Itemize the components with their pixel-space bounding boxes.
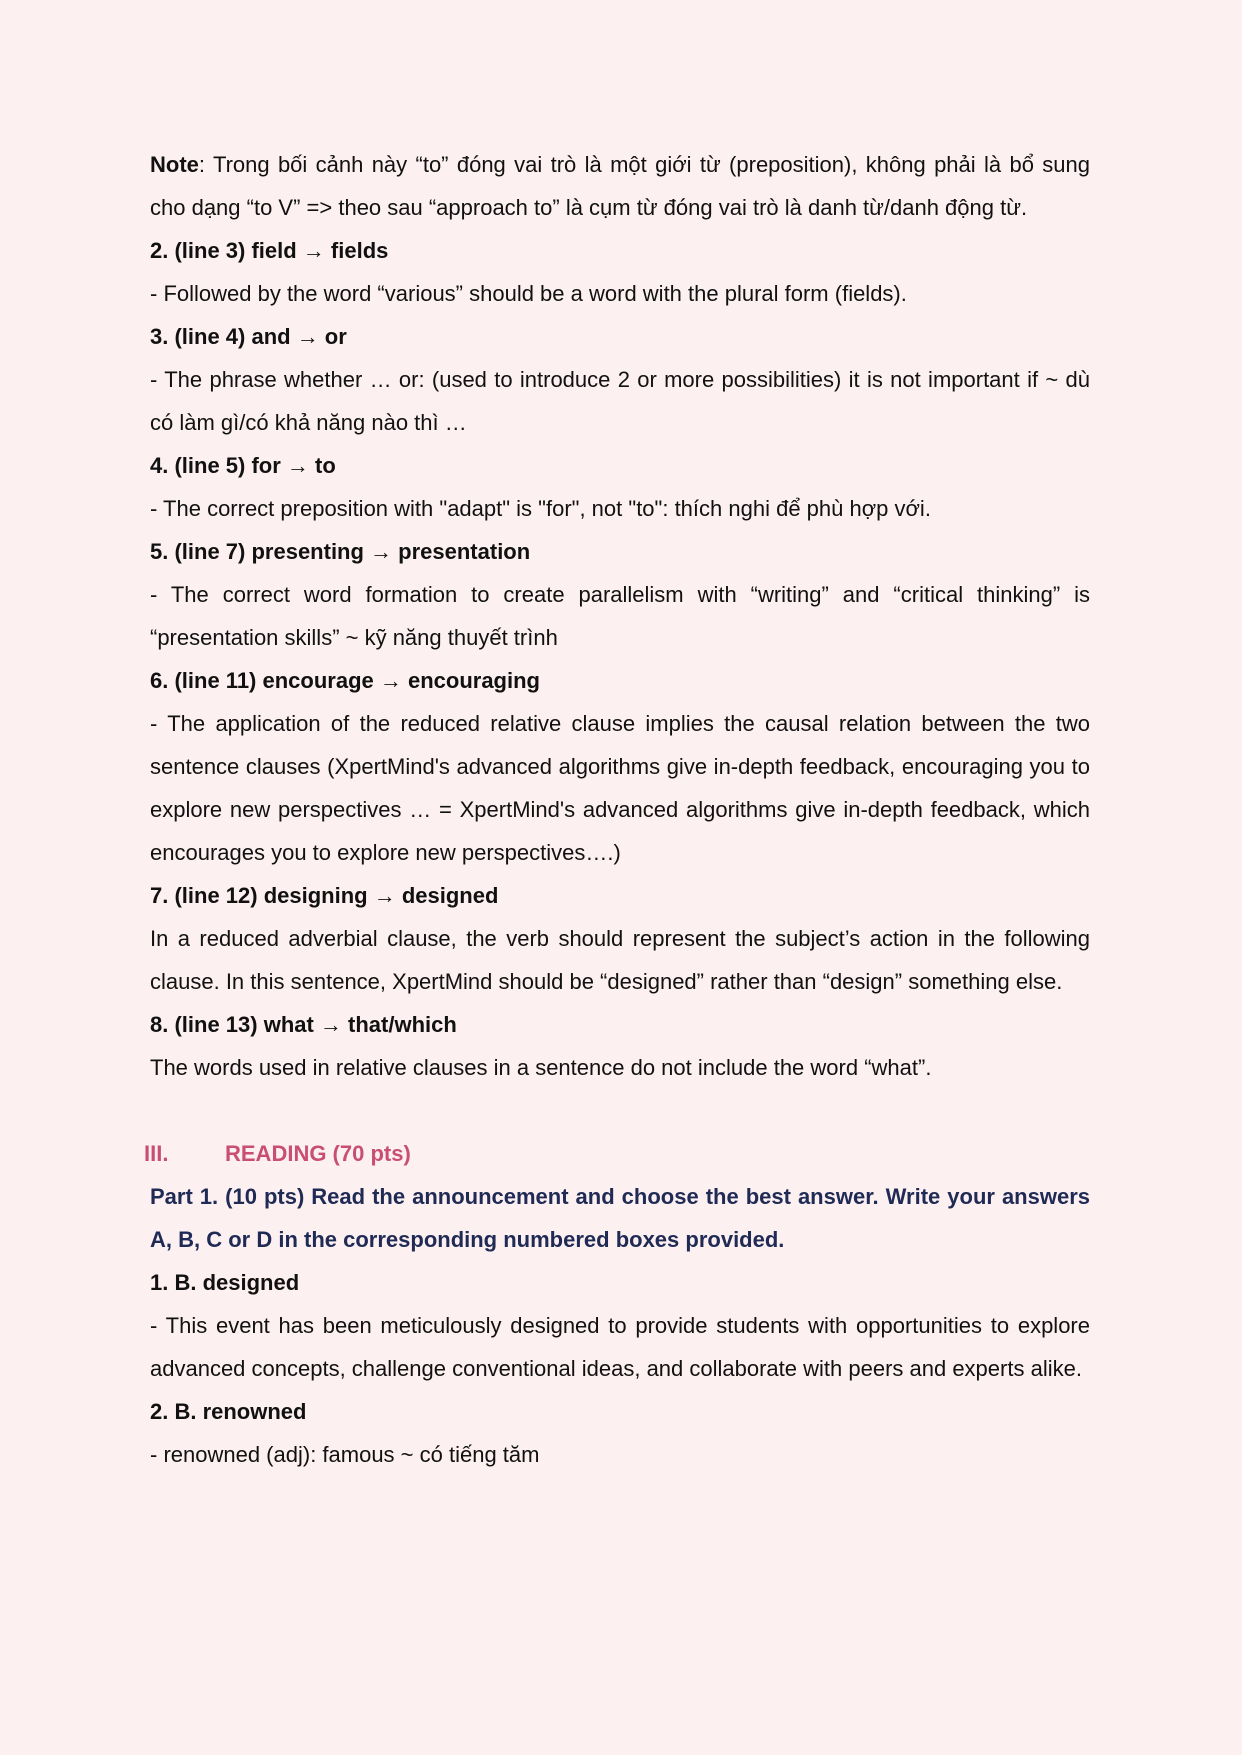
correction-title: 5. (line 7) presenting → presentation [150, 539, 531, 564]
correction-title: 4. (line 5) for → to [150, 453, 336, 478]
correction-explanation: In a reduced adverbial clause, the verb should represent the subject’s action in the following clause. In this sentence, XpertMind should be “designed” rather than “design” something else. [150, 926, 1090, 994]
correction-explanation: - The correct word formation to create parallelism with “writing” and “critical thinking” is “presentation skills” ~ kỹ năng thuyết trình [150, 582, 1090, 650]
correction-title: 6. (line 11) encourage → encouraging [150, 668, 540, 693]
answer-title: 1. B. designed [150, 1270, 300, 1295]
answer-explanation: - renowned (adj): famous ~ có tiếng tăm [150, 1442, 540, 1467]
correction-explanation: - The phrase whether … or: (used to introduce 2 or more possibilities) it is not important if ~ dù có làm gì/có khả năng nào thì … [150, 367, 1090, 435]
answer-explanation: - This event has been meticulously designed to provide students with opportunities to explore advanced concepts, challenge conventional ideas, and collaborate with peers and experts alike. [150, 1313, 1090, 1381]
note-text: : Trong bối cảnh này “to” đóng vai trò là một giới từ (preposition), không phải là bổ sung cho dạng “to V” => theo sau “approach to” là cụm từ đóng vai trò là danh từ/danh động từ. [150, 152, 1090, 220]
correction-explanation: The words used in relative clauses in a sentence do not include the word “what”. [150, 1055, 932, 1080]
document-page [144, 143, 1090, 1476]
correction-explanation: - The application of the reduced relative clause implies the causal relation between the two sentence clauses (XpertMind's advanced algorithms give in-depth feedback, encouraging you to explore new perspectives … = XpertMind's advanced algorithms give in-depth feedback, which encourages you to explore new perspectives….) [150, 711, 1090, 865]
correction-explanation: - Followed by the word “various” should be a word with the plural form (fields). [150, 281, 907, 306]
correction-title: 8. (line 13) what → that/which [150, 1012, 457, 1037]
correction-explanation: - The correct preposition with "adapt" is "for", not "to": thích nghi để phù hợp với. [150, 496, 931, 521]
note-label: Note [150, 152, 199, 177]
correction-title: 2. (line 3) field → fields [150, 238, 389, 263]
part-instruction: Part 1. (10 pts) Read the announcement and choose the best answer. Write your answers A, B, C or D in the corresponding numbered boxes provided. [150, 1184, 1090, 1252]
section-heading [144, 1132, 1090, 1175]
answer-title: 2. B. renowned [150, 1399, 307, 1424]
section-title: READING (70 pts) [225, 1141, 411, 1166]
note-paragraph [150, 143, 1090, 229]
correction-title: 7. (line 12) designing → designed [150, 883, 499, 908]
correction-title: 3. (line 4) and → or [150, 324, 347, 349]
section-number: III. [144, 1141, 169, 1166]
